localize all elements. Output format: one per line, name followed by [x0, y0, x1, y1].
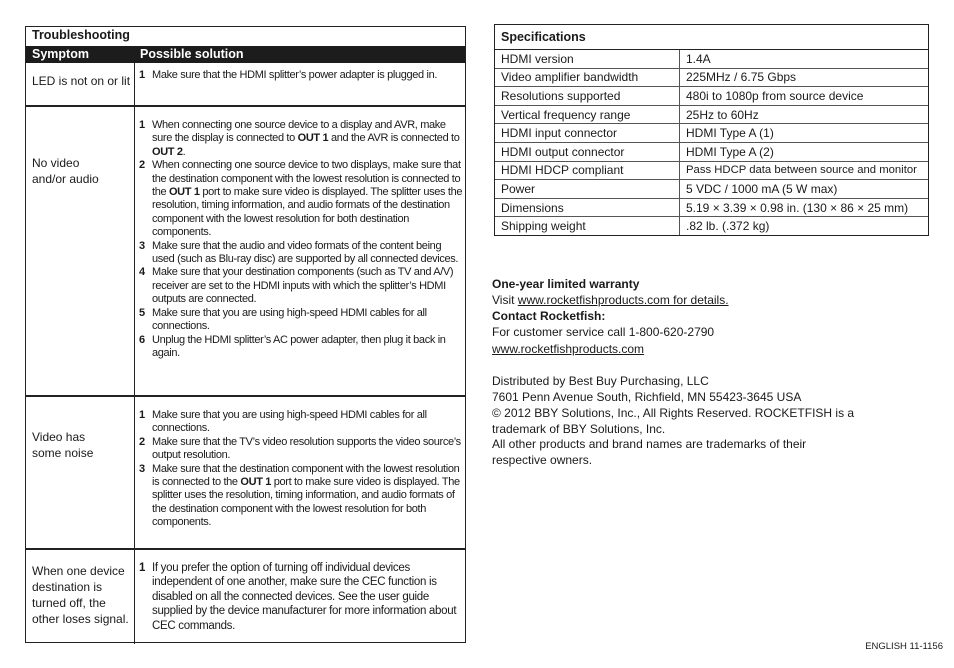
distributor-line: 7601 Penn Avenue South, Richfield, MN 55423-3645 USA	[492, 390, 802, 404]
solution-step: 6 Unplug the HDMI splitter’s AC power adapter, then plug it back in again.	[139, 333, 446, 359]
spec-row	[495, 180, 928, 199]
spec-row	[495, 198, 928, 217]
warranty-title: One-year limited warranty	[492, 277, 640, 291]
troubleshooting-table	[25, 26, 466, 643]
spec-row	[495, 124, 928, 143]
distributor-line: Distributed by Best Buy Purchasing, LLC	[492, 374, 709, 388]
contact-title: Contact Rocketfish:	[492, 309, 606, 323]
solution-step: 3 Make sure that the audio and video formats of the content being used (such as Blu-ray disc) are supported by all connected devices.	[139, 239, 459, 266]
spec-label: Dimensions	[495, 198, 680, 217]
spec-label: Shipping weight	[495, 217, 680, 235]
solution-step: 1 When connecting one source device to a display and AVR, make sure the display is connected to OUT 1 and the AVR is connected to OUT 2.	[139, 119, 460, 158]
table-row	[26, 548, 465, 644]
solution-cell	[139, 561, 464, 633]
solution-step: 2 When connecting one source device to two displays, make sure that the destination component with the lowest resolution is connected to the OUT 1 port to make sure video is displayed. The splitter uses the resolution, timing information, and audio formats of the destination component with the lowest resolution for both destination components.	[139, 159, 463, 239]
symptom-cell: When one device destination is turned off, the other loses signal.	[32, 564, 129, 626]
spec-label: HDMI version	[495, 50, 680, 68]
troubleshooting-title: Troubleshooting	[32, 28, 130, 42]
page-footer: ENGLISH 11-1156	[865, 641, 943, 652]
distributor-line: All other products and brand names are trademarks of their	[492, 437, 807, 451]
spec-label: Video amplifier bandwidth	[495, 68, 680, 87]
symptom-header: Symptom	[32, 47, 89, 61]
specifications-title: Specifications	[495, 25, 928, 50]
solution-step: 3 Make sure that the destination component with the lowest resolution is connected to the OUT 1 port to make sure video is displayed. The splitter uses the resolution, timing information, and audio formats of the destination component with the lowest resolution for both components.	[139, 462, 460, 529]
symptom-cell: Video has some noise	[32, 430, 94, 460]
spec-value: 225MHz / 6.75 Gbps	[680, 68, 929, 87]
solution-step: 1 Make sure that the HDMI splitter’s power adapter is plugged in.	[139, 69, 438, 81]
symptom-cell: LED is not on or lit	[32, 74, 131, 88]
distributor-line: © 2012 BBY Solutions, Inc., All Rights Reserved. ROCKETFISH is a	[492, 406, 855, 420]
symptom-cell: No video and/or audio	[32, 156, 99, 186]
spec-row	[495, 142, 928, 161]
spec-value: 5.19 × 3.39 × 0.98 in. (130 × 86 × 25 mm)	[680, 198, 929, 217]
spec-row	[495, 217, 928, 235]
solution-cell	[139, 69, 464, 82]
spec-value: HDMI Type A (1)	[680, 124, 929, 143]
table-row	[26, 105, 465, 395]
solution-step: 2 Make sure that the TV’s video resolution supports the video source’s output resolution.	[139, 435, 461, 462]
solution-step: 1 Make sure that you are using high-speed HDMI cables for all connections.	[139, 409, 427, 435]
contact-link[interactable]: www.rocketfishproducts.com	[492, 342, 645, 356]
warranty-link[interactable]: www.rocketfishproducts.com for details.	[517, 293, 729, 307]
spec-value: 480i to 1080p from source device	[680, 87, 929, 106]
troubleshooting-header	[26, 46, 465, 63]
spec-row	[495, 161, 928, 180]
distributor-line: trademark of BBY Solutions, Inc.	[492, 422, 666, 436]
solution-step: 5 Make sure that you are using high-speed HDMI cables for all connections.	[139, 306, 427, 333]
spec-label: Vertical frequency range	[495, 105, 680, 124]
solution-step: 1 If you prefer the option of turning off individual devices independent of one another, make sure the CEC function is disabled on all the connected devices. See the user guide supplied by the device manufacturer for more information about CEC commands.	[139, 562, 457, 632]
spec-value: 1.4A	[686, 51, 711, 66]
contact-service: For customer service call 1-800-620-2790	[492, 325, 715, 339]
solution-step: 4 Make sure that your destination components (such as TV and A/V) receiver are set to the HDMI inputs with which the splitter’s HDMI outputs are connected.	[139, 266, 454, 306]
solution-header: Possible solution	[140, 47, 244, 61]
solution-cell	[139, 119, 464, 360]
spec-label: Resolutions supported	[495, 87, 680, 106]
table-row	[26, 395, 465, 548]
spec-label: HDMI input connector	[495, 124, 680, 143]
distributor-line: respective owners.	[492, 453, 593, 467]
spec-value: 5 VDC / 1000 mA (5 W max)	[680, 180, 929, 199]
spec-value: Pass HDCP data between source and monitor	[680, 161, 929, 180]
spec-label: Power	[495, 180, 680, 199]
spec-value: HDMI Type A (2)	[680, 142, 929, 161]
spec-row	[495, 68, 928, 87]
spec-value: 25Hz to 60Hz	[680, 105, 929, 124]
solution-cell	[139, 409, 464, 530]
spec-row	[495, 50, 928, 68]
spec-label: HDMI output connector	[495, 142, 680, 161]
spec-label: HDMI HDCP compliant	[495, 161, 680, 180]
spec-row	[495, 87, 928, 106]
warranty-visit: Visit www.rocketfishproducts.com for details.	[492, 293, 729, 307]
specifications-table	[494, 24, 929, 236]
spec-row	[495, 105, 928, 124]
spec-value: .82 lb. (.372 kg)	[680, 217, 929, 235]
table-row	[26, 63, 465, 105]
